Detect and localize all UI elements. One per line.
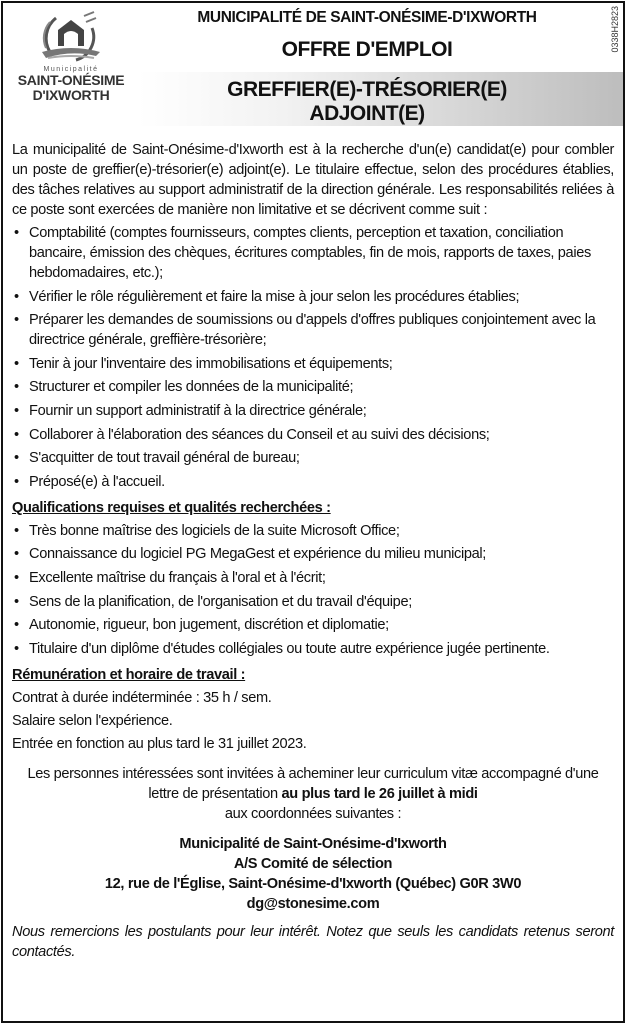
salary-text: Salaire selon l'expérience. bbox=[12, 712, 173, 729]
list-item: • Préposé(e) à l'accueil. bbox=[12, 472, 614, 492]
contract-text: Contrat à durée indéterminée : 35 h / sem. bbox=[12, 689, 272, 706]
duties-list bbox=[12, 223, 614, 492]
offer-heading: OFFRE D'EMPLOI bbox=[281, 38, 453, 61]
address-street: 12, rue de l'Église, Saint-Onésime-d'Ixworth (Québec) G0R 3W0 bbox=[104, 875, 522, 892]
qualifications-heading: Qualifications requises et qualités recherchées : bbox=[12, 499, 331, 516]
list-item: • Connaissance du logiciel PG MegaGest et expérience du milieu municipal; bbox=[12, 544, 614, 564]
thanks-note: Nous remercions les postulants pour leur intérêt. Notez que seuls les candidats retenus seront contactés. bbox=[12, 923, 614, 960]
list-item: • Très bonne maîtrise des logiciels de la suite Microsoft Office; bbox=[12, 521, 614, 541]
contact-address bbox=[12, 834, 614, 914]
logo-name-line2: D'IXWORTH bbox=[32, 87, 110, 103]
list-item: • Autonomie, rigueur, bon jugement, discrétion et diplomatie; bbox=[12, 615, 614, 635]
list-item: • Collaborer à l'élaboration des séances du Conseil et au suivi des décisions; bbox=[12, 425, 614, 445]
ad-body bbox=[12, 140, 614, 962]
list-item: • Tenir à jour l'inventaire des immobilisations et équipements; bbox=[12, 354, 614, 374]
remuneration-heading: Rémunération et horaire de travail : bbox=[12, 666, 246, 683]
list-item: • S'acquitter de tout travail général de bureau; bbox=[12, 448, 614, 468]
apply-instructions bbox=[12, 764, 614, 824]
job-title bbox=[138, 78, 596, 126]
qualifications-list bbox=[12, 521, 614, 659]
municipality-heading: MUNICIPALITÉ DE SAINT-ONÉSIME-D'IXWORTH bbox=[197, 9, 537, 26]
list-item: • Fournir un support administratif à la directrice générale; bbox=[12, 401, 614, 421]
list-item: • Préparer les demandes de soumissions ou d'appels d'offres publiques conjointement avec la directrice générale, greffière-trésorière; bbox=[12, 310, 614, 350]
list-item: • Titulaire d'un diplôme d'études collégiales ou toute autre expérience jugée pertinente. bbox=[12, 639, 614, 659]
start-date-text: Entrée en fonction au plus tard le 31 juillet 2023. bbox=[12, 735, 307, 752]
list-item: • Structurer et compiler les données de la municipalité; bbox=[12, 377, 614, 397]
reference-code: 0338H2823 bbox=[610, 6, 620, 53]
intro-paragraph: La municipalité de Saint-Onésime-d'Ixworth est à la recherche d'un(e) candidat(e) pour combler un poste de greffier(e)-trésorier(e) adjoint(e). Le titulaire effectue, selon des procédures établies, des tâches relatives au support administratif de la direction générale. Les responsabilités reliées à ce poste sont exercées de manière non limitative et se décrivent comme suit : bbox=[12, 142, 614, 218]
list-item: • Comptabilité (comptes fournisseurs, comptes clients, perception et taxation, conciliation bancaire, émission des chèques, écritures comptables, fin de mois, rapports de taxes, paies hebdomadaires, etc.); bbox=[12, 223, 614, 283]
municipality-logo bbox=[6, 8, 136, 103]
apply-text-end: aux coordonnées suivantes : bbox=[224, 805, 402, 822]
covered-bridge-logo-icon bbox=[36, 8, 106, 64]
email-link[interactable]: dg@stonesime.com bbox=[246, 895, 380, 912]
job-title-line1: GREFFIER(E)-TRÉSORIER(E) bbox=[227, 78, 507, 101]
apply-text: Les personnes intéressées sont invitées à acheminer leur curriculum vitæ accompagné d'une lettre de présentation bbox=[27, 765, 599, 802]
address-attention: A/S Comité de sélection bbox=[233, 855, 393, 872]
list-item: • Vérifier le rôle régulièrement et faire la mise à jour selon les procédures établies; bbox=[12, 287, 614, 307]
list-item: • Sens de la planification, de l'organisation et du travail d'équipe; bbox=[12, 592, 614, 612]
apply-deadline: au plus tard le 26 juillet à midi bbox=[281, 785, 478, 802]
job-title-line2: ADJOINT(E) bbox=[309, 102, 425, 125]
logo-name-line1: SAINT-ONÉSIME bbox=[17, 72, 125, 88]
address-name: Municipalité de Saint-Onésime-d'Ixworth bbox=[179, 835, 447, 852]
logo-small-text: Municipalité bbox=[43, 66, 99, 73]
list-item: • Excellente maîtrise du français à l'oral et à l'écrit; bbox=[12, 568, 614, 588]
